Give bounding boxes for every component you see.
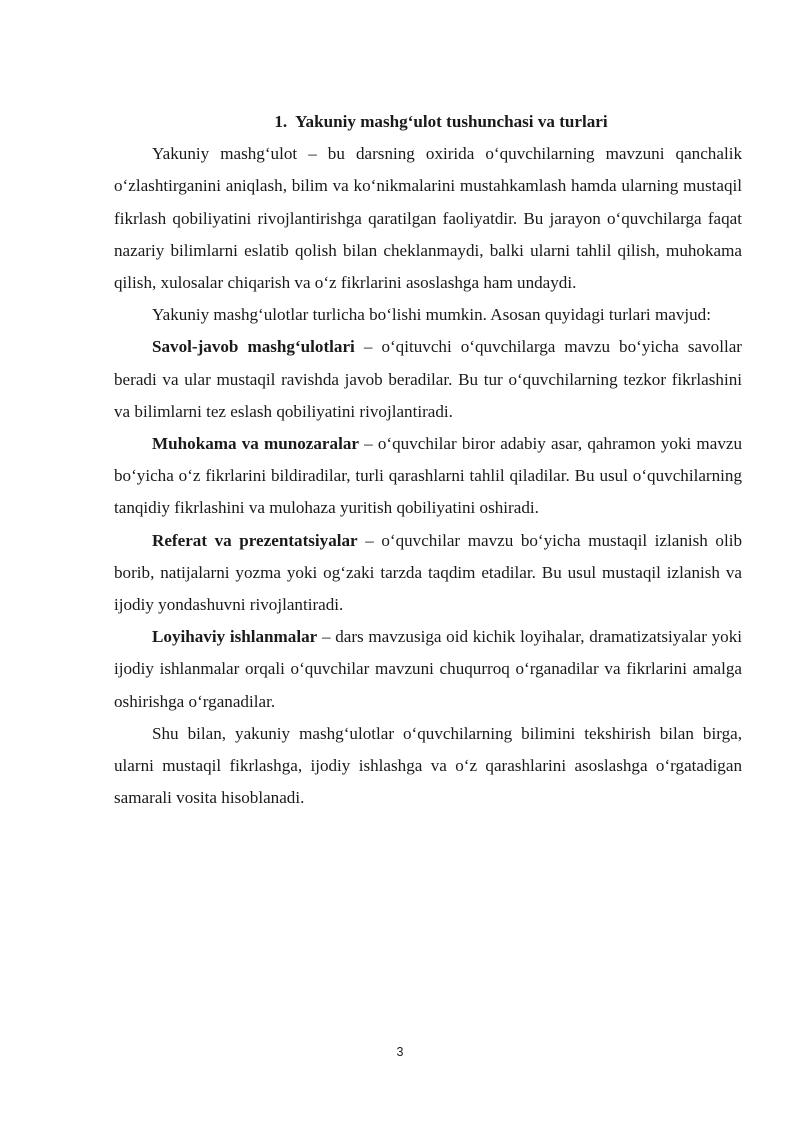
paragraph-types-intro: Yakuniy mashg‘ulotlar turlicha bo‘lishi mumkin. Asosan quyidagi turlari mavjud: <box>152 305 711 325</box>
page-number: 3 <box>396 1045 404 1059</box>
type-term: Muhokama va munozaralar <box>152 434 359 454</box>
type-item-loyihaviy <box>114 621 742 718</box>
type-description: – o‘qituvchi o‘quvchilarga mavzu bo‘yicha savollar beradi va ular mustaqil ravishda javob beradilar. Bu tur o‘quvchilarning tezkor fikrlashini va bilimlarni tez eslash qobiliyatini rivojlantiradi. <box>114 337 743 421</box>
section-heading <box>140 106 742 138</box>
type-item-savol-javob <box>114 331 742 428</box>
type-term: Savol-javob mashg‘ulotlari <box>152 337 355 357</box>
type-description: – dars mavzusiga oid kichik loyihalar, dramatizatsiyalar yoki ijodiy ishlanmalar orqali o‘quvchilar mavzuni chuqurroq o‘rganadilar va fikrlarini amalga oshirishga o‘rganadilar. <box>114 627 743 711</box>
section-number: 1. <box>274 112 288 131</box>
type-description: – o‘quvchilar mavzu bo‘yicha mustaqil izlanish olib borib, natijalarni yozma yoki og‘zaki tarzda taqdim etadilar. Bu usul mustaqil izlanish va ijodiy yondashuvni rivojlantiradi. <box>114 530 742 615</box>
type-term: Loyihaviy ishlanmalar <box>152 627 318 647</box>
type-term: Referat va prezentatsiyalar <box>152 530 358 550</box>
paragraph-definition: Yakuniy mashg‘ulot – bu darsning oxirida o‘quvchilarning mavzuni qanchalik o‘zlashtirganini aniqlash, bilim va ko‘nikmalarini mustahkamlash hamda ularning mustaqil fikrlash qobiliyatini rivojlantirishga qaratilgan faoliyatdir. Bu jarayon o‘quvchilarga faqat nazariy bilimlarni eslatib qolish bilan cheklanmaydi, balki ularni tahlil qilish, muhokama qilish, xulosalar chiqarish va o‘z fikrlarini asoslashga ham undaydi. <box>114 144 742 293</box>
type-item-referat <box>114 525 742 622</box>
paragraph-conclusion: Shu bilan, yakuniy mashg‘ulotlar o‘quvchilarning bilimini tekshirish bilan birga, ularni mustaqil fikrlashga, ijodiy ishlashga va o‘z qarashlarini asoslashga o‘rgatadigan samarali vosita hisoblanadi. <box>114 723 742 808</box>
page-content <box>114 106 742 814</box>
type-item-muhokama <box>114 428 742 525</box>
section-title: Yakuniy mashg‘ulot tushunchasi va turlari <box>295 112 608 131</box>
type-description: – o‘quvchilar biror adabiy asar, qahramon yoki mavzu bo‘yicha o‘z fikrlarini bildiradilar, turli qarashlarni tahlil qiladilar. Bu usul o‘quvchilarning tanqidiy fikrlashini va mulohaza yuritish qobiliyatini oshiradi. <box>114 434 742 518</box>
